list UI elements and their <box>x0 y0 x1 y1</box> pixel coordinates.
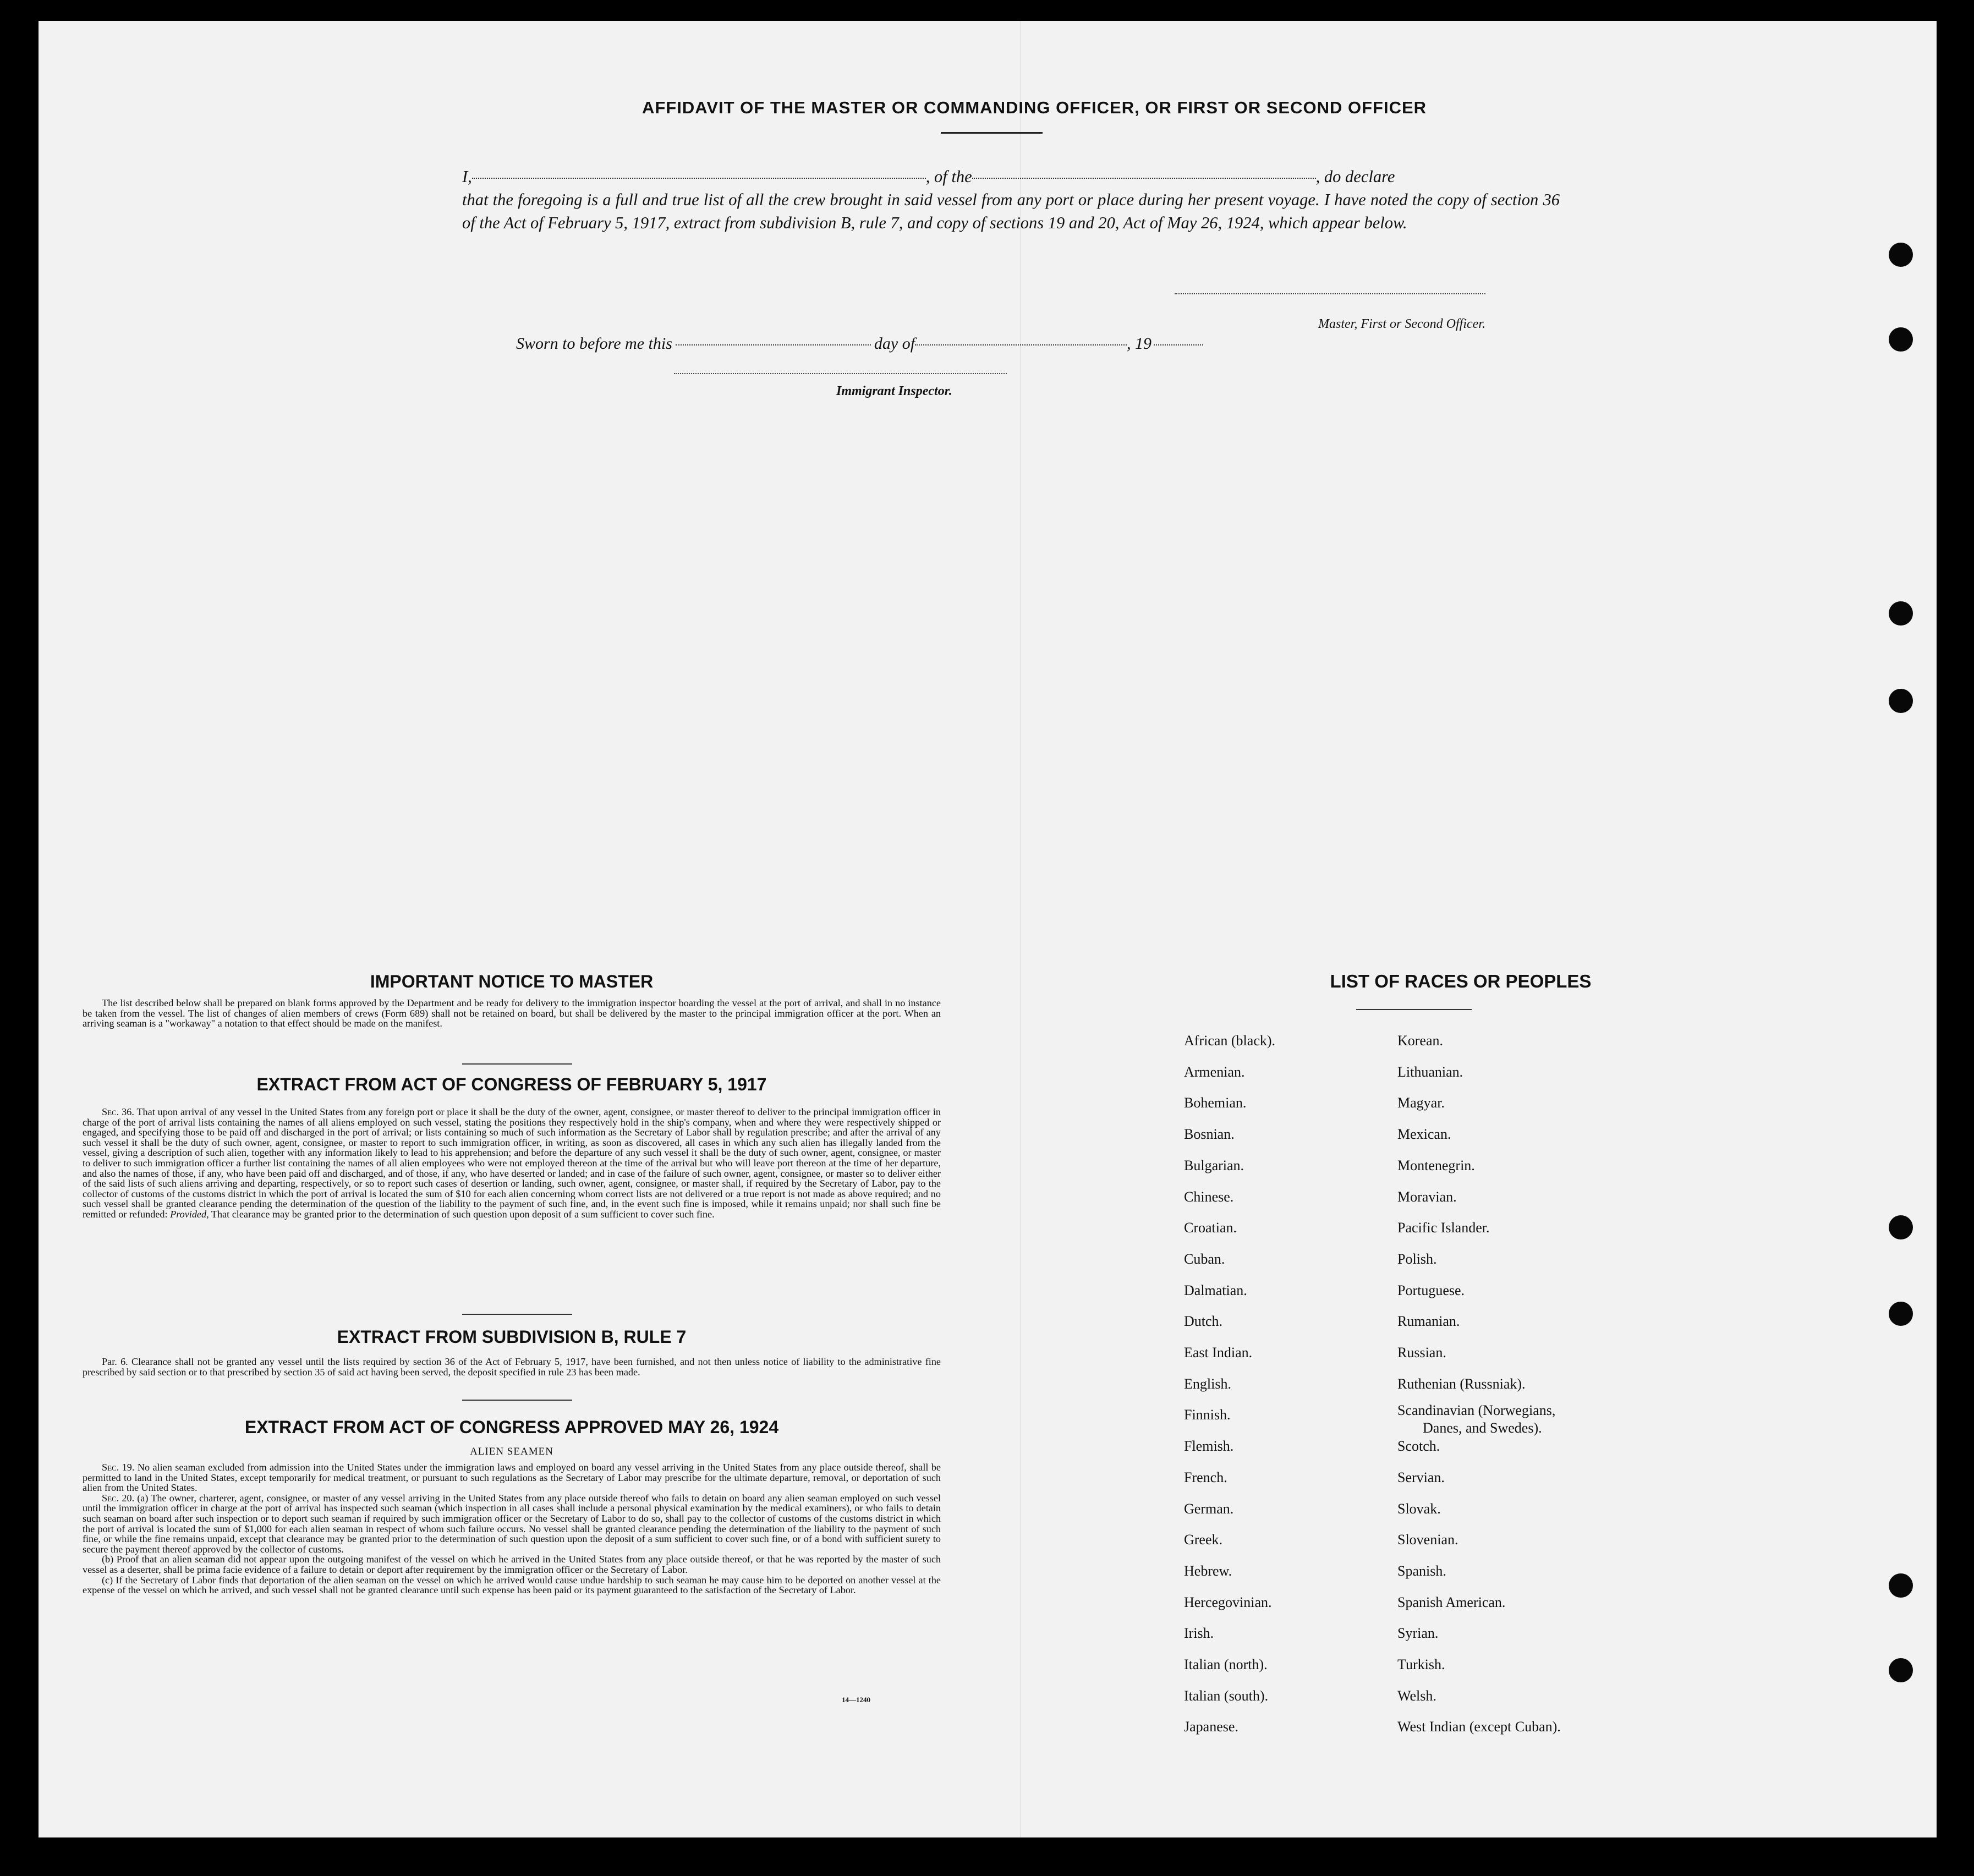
race-item: Slovenian. <box>1397 1532 1458 1548</box>
race-item: Bohemian. <box>1184 1095 1247 1111</box>
race-item: Chinese. <box>1184 1188 1234 1205</box>
race-item: Spanish. <box>1397 1562 1446 1579</box>
punch-hole <box>1889 689 1913 713</box>
master-signature-caption: Master, First or Second Officer. <box>1318 317 1485 331</box>
section-20a-text: (a) The owner, charterer, agent, consignee, or master of any vessel arriving in the United States from any place outside thereof who fails to detain on board any alien seaman employed on such vessel until the immigration officer in charge at the port of arrival has inspected such seaman (which inspection in all cases shall include a personal physical examination by the medical examiners), or who fails to detain such seaman on board after such inspection or to deport such seaman if required by such immigration officer or the Secretary of Labor to do so, shall pay to the collector of customs of the customs district in which the port of arrival is located the sum of $1,000 for each alien seaman in respect of whom such failure occurs. No vessel shall be granted clearance pending the determination of the liability to the payment of such fine, or while the fine remains unpaid, except that clearance may be granted prior to the determination of such question upon the deposit of a sum sufficient to cover such fine, or of a bond with sufficient surety to secure the payment thereof approved by the collector of customs. <box>83 1492 941 1555</box>
section-20b-paragraph: (b) Proof that an alien seaman did not appear upon the outgoing manifest of the vessel on which he arrived in the United States from any place outside thereof, or that he was reported by the master of such vessel as a deserter, shall be prima facie evidence of a failure to detain or deport after requirement by the immigration officer or the Secretary of Labor. <box>83 1554 941 1575</box>
affidavit-text <box>462 165 1560 234</box>
affidavit-title: AFFIDAVIT OF THE MASTER OR COMMANDING OFFICER, OR FIRST OR SECOND OFFICER <box>641 98 1427 117</box>
race-item: Korean. <box>1397 1033 1444 1049</box>
title-divider <box>941 132 1043 134</box>
rule7-paragraph: Par. 6. Clearance shall not be granted any vessel until the lists required by section 36 of the Act of February 5, 1917, have been furnished, and not then unless notice of liability to the administrative fine prescribed by said section or to that prescribed by section 35 of said act having been served, the deposit specified in rule 23 has been made. <box>83 1356 941 1378</box>
sworn-prefix: Sworn to before me this <box>516 334 672 353</box>
race-item: German. <box>1184 1500 1234 1517</box>
section-36-text-end: That clearance may be granted prior to the determination of such question upon deposit of a sum sufficient to cover such fine. <box>211 1208 715 1220</box>
affidavit-body: that the foregoing is a full and true list of all the crew brought in said vessel from any port or place during her present voyage. I have noted the copy of section 36 of the Act of February 5, 1917, extract from subdivision B, rule 7, and copy of sections 19 and 20, Act of May 26, 1924, which appear below. <box>462 190 1560 232</box>
extract-1924-text <box>83 1462 941 1595</box>
race-item: Moravian. <box>1397 1188 1457 1205</box>
race-item: Finnish. <box>1184 1407 1231 1423</box>
punch-hole <box>1889 1573 1913 1598</box>
race-item: Bosnian. <box>1184 1126 1235 1143</box>
race-item: Cuban. <box>1184 1250 1225 1267</box>
race-item: Portuguese. <box>1397 1282 1465 1298</box>
race-item: Italian (north). <box>1184 1656 1268 1672</box>
race-item: Flemish. <box>1184 1438 1234 1455</box>
race-item: Scotch. <box>1397 1438 1440 1455</box>
section-divider <box>462 1314 572 1315</box>
rule7-title: EXTRACT FROM SUBDIVISION B, RULE 7 <box>337 1327 687 1347</box>
race-item: Spanish American. <box>1397 1594 1506 1610</box>
race-item: Hercegovinian. <box>1184 1594 1272 1610</box>
section-19-label: Sec. 19. <box>102 1462 135 1473</box>
race-item: Croatian. <box>1184 1220 1237 1236</box>
form-number: 14—1240 <box>842 1696 870 1704</box>
punch-hole <box>1889 327 1913 352</box>
section-20c-paragraph: (c) If the Secretary of Labor finds that deportation of the alien seaman on the vessel on which he arrived would cause undue hardship to such seaman he may cause him to be deported on another vessel at the expense of the vessel on which he arrived, and such vessel shall not be granted clearance until such expense has been paid or its payment guaranteed to the satisfaction of the Secretary of Labor. <box>83 1574 941 1596</box>
race-item: Bulgarian. <box>1184 1157 1244 1173</box>
alien-seamen-subtitle: ALIEN SEAMEN <box>470 1446 553 1457</box>
master-signature-field[interactable] <box>1175 293 1485 294</box>
race-item: African (black). <box>1184 1033 1276 1049</box>
sworn-day-field[interactable] <box>676 344 871 345</box>
race-item: Magyar. <box>1397 1095 1445 1111</box>
notice-paragraph: The list described below shall be prepared on blank forms approved by the Department and be ready for delivery to the immigration inspector boarding the vessel at the port of arrival, and shall in no instance be taken from the vessel. The list of changes of alien members of crews (Form 689) shall not be retained on board, but shall be delivered by the master to the principal immigration officer at the port. When an arriving seaman is a "workaway" a notation to that effect should be made on the manifest. <box>83 997 941 1029</box>
vessel-prefix: , of the <box>925 167 972 186</box>
inspector-caption: Immigrant Inspector. <box>836 384 952 398</box>
race-item-continuation: Danes, and Swedes). <box>1423 1420 1542 1436</box>
race-item: Welsh. <box>1397 1687 1436 1704</box>
sworn-year-field[interactable] <box>1154 344 1203 345</box>
sworn-line <box>516 334 1203 353</box>
section-36-paragraph <box>83 1107 941 1220</box>
extract-1917-text <box>83 1107 941 1220</box>
race-item: Irish. <box>1184 1625 1214 1642</box>
declare-suffix: , do declare <box>1315 167 1395 186</box>
race-item: Servian. <box>1397 1469 1445 1485</box>
notice-title: IMPORTANT NOTICE TO MASTER <box>370 972 654 991</box>
inspector-signature-field[interactable] <box>674 373 1007 374</box>
race-item: Armenian. <box>1184 1063 1245 1080</box>
race-item: Polish. <box>1397 1250 1437 1267</box>
race-item: Turkish. <box>1397 1656 1445 1672</box>
declarant-name-field[interactable] <box>472 178 926 179</box>
punch-hole <box>1889 1302 1913 1326</box>
vessel-name-field[interactable] <box>972 178 1316 179</box>
race-item: Russian. <box>1397 1345 1446 1361</box>
races-title: LIST OF RACES OR PEOPLES <box>1330 971 1592 991</box>
race-item: Japanese. <box>1184 1719 1238 1735</box>
provided-label: Provided, <box>170 1208 209 1220</box>
punch-hole <box>1889 601 1913 626</box>
notice-text <box>83 998 941 1029</box>
day-of-label: day of <box>874 334 915 353</box>
race-item: Pacific Islander. <box>1397 1220 1490 1236</box>
race-item: Syrian. <box>1397 1625 1439 1642</box>
declarant-line <box>462 165 1560 188</box>
section-36-label: Sec. 36. <box>102 1106 134 1117</box>
section-divider <box>462 1063 572 1065</box>
section-19-paragraph <box>83 1462 941 1493</box>
race-item: Dutch. <box>1184 1313 1223 1330</box>
race-item: Italian (south). <box>1184 1687 1269 1704</box>
declarant-prefix: I, <box>462 167 472 186</box>
races-divider <box>1356 1009 1472 1010</box>
punch-hole <box>1889 1215 1913 1239</box>
race-item: Ruthenian (Russniak). <box>1397 1375 1526 1392</box>
page-fold <box>1020 21 1021 1837</box>
section-19-text: No alien seaman excluded from admission into the United States under the immigration laws and employed on board any vessel arriving in the United States from any place outside thereof, shall be permitted to land in the United States, except temporarily for medical treatment, or pursuant to such regulations as the Secretary of Labor may prescribe for the ultimate departure, removal, or deportation of such alien from the United States. <box>83 1462 941 1494</box>
race-item: East Indian. <box>1184 1345 1253 1361</box>
race-item: West Indian (except Cuban). <box>1397 1719 1561 1735</box>
section-divider <box>462 1400 572 1401</box>
section-36-text: That upon arrival of any vessel in the United States from any foreign port or place it shall be the duty of the owner, agent, consignee, or master thereof to deliver to the principal immigration officer in charge of the port of arrival lists containing the names of all aliens employed on such vessel, stating the positions they respectively hold in the ship's company, when and where they were respectively shipped or engaged, and specifying those to be paid off and discharged in the port of arrival; or lists containing so much of such information as the Secretary of Labor shall by regulation prescribe; and after the arrival of any such vessel it shall be the duty of such owner, agent, consignee, or master to report to such immigration officer, in writing, as soon as discovered, all cases in which any such alien has illegally landed from the vessel, giving a description of such alien, together with any information likely to lead to his apprehension; and before the departure of any such vessel it shall be the duty of such owner, agent, consignee, or master to deliver to such immigration officer a further list containing the names of all alien employees who were not employed thereon at the time of the arrival but who will leave port thereon at the time of her departure, and also the names of those, if any, who have been paid off and discharged, and of those, if any, who have deserted or landed; and in case of the failure of such owner, agent, consignee, or master so to deliver either of the said lists of such aliens arriving and departing, respectively, or so to report such cases of desertion or landing, such owner, agent, consignee, or master shall, if required by the Secretary of Labor, pay to the collector of customs of the customs district in which the port of arrival is located the sum of $10 for each alien concerning whom correct lists are not delivered or a true report is not made as above required; and no such vessel shall be granted clearance pending the determination of the question of the liability to the payment of such fine, and, in the event such fine is imposed, while it remains unpaid; nor shall such fine be remitted or refunded: <box>83 1106 941 1220</box>
race-item: Rumanian. <box>1397 1313 1460 1330</box>
section-20-label: Sec. 20. <box>102 1492 135 1504</box>
race-item: French. <box>1184 1469 1227 1485</box>
race-item: Dalmatian. <box>1184 1282 1247 1298</box>
punch-hole <box>1889 243 1913 267</box>
sworn-month-field[interactable] <box>915 344 1127 345</box>
race-item: Slovak. <box>1397 1500 1441 1517</box>
race-item: Scandinavian (Norwegians, <box>1397 1402 1556 1419</box>
race-item: English. <box>1184 1375 1231 1392</box>
rule7-text <box>83 1357 941 1377</box>
race-item: Greek. <box>1184 1532 1223 1548</box>
extract-1924-title: EXTRACT FROM ACT OF CONGRESS APPROVED MAY 26, 1924 <box>244 1417 779 1437</box>
race-item: Lithuanian. <box>1397 1063 1463 1080</box>
extract-1917-title: EXTRACT FROM ACT OF CONGRESS OF FEBRUARY 5, 1917 <box>256 1074 767 1094</box>
year-label: , 19 <box>1127 334 1152 353</box>
race-item: Hebrew. <box>1184 1562 1232 1579</box>
race-item: Mexican. <box>1397 1126 1451 1143</box>
race-item: Montenegrin. <box>1397 1157 1475 1173</box>
document-page <box>39 21 1937 1837</box>
punch-hole <box>1889 1658 1913 1682</box>
section-20a-paragraph <box>83 1493 941 1555</box>
